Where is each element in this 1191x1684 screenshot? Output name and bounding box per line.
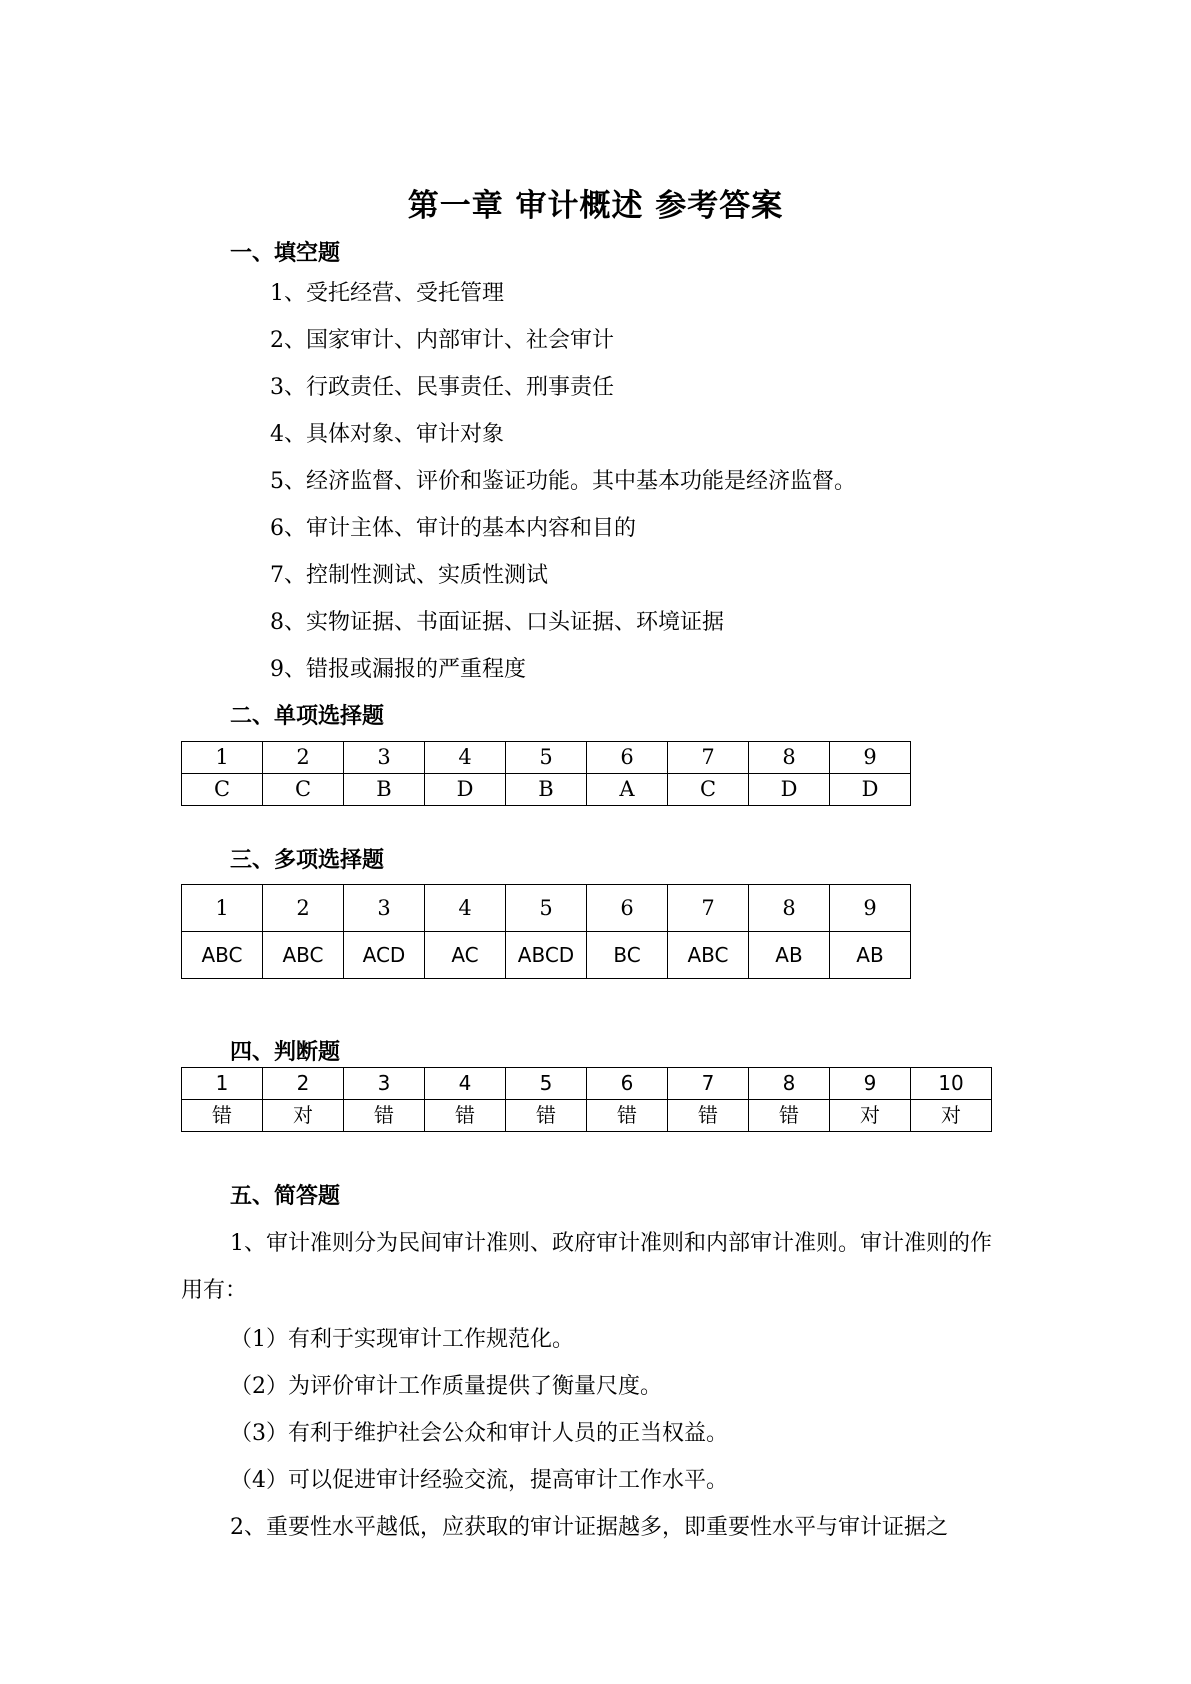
answer-cell: 错	[506, 1100, 587, 1132]
question-number: 5	[506, 1068, 587, 1100]
answer-cell: D	[749, 774, 830, 806]
question-number: 3	[344, 742, 425, 774]
answer-cell: C	[182, 774, 263, 806]
single-choice-answer-table	[181, 741, 911, 806]
list-item: （1）有利于实现审计工作规范化。	[230, 1327, 574, 1352]
table-row-numbers	[182, 742, 911, 774]
question-number: 4	[425, 1068, 506, 1100]
table-row-numbers	[182, 1068, 992, 1100]
answer-cell: AB	[749, 932, 830, 979]
list-item: 5、经济监督、评价和鉴证功能。其中基本功能是经济监督。	[270, 469, 856, 494]
answer-cell: ABC	[182, 932, 263, 979]
question-number: 6	[587, 885, 668, 932]
true-false-answer-table	[181, 1067, 992, 1132]
question-number: 7	[668, 885, 749, 932]
answer-cell: ABC	[263, 932, 344, 979]
answer-cell: A	[587, 774, 668, 806]
list-item: 2、国家审计、内部审计、社会审计	[270, 328, 614, 353]
answer-cell: C	[668, 774, 749, 806]
question-number: 4	[425, 742, 506, 774]
answer-cell: 对	[263, 1100, 344, 1132]
question-number: 4	[425, 885, 506, 932]
section-heading-fill-blank: 一、填空题	[230, 241, 341, 266]
multiple-choice-answer-table	[181, 884, 911, 979]
list-item: 3、行政责任、民事责任、刑事责任	[270, 375, 614, 400]
answer-cell: D	[830, 774, 911, 806]
list-item: （3）有利于维护社会公众和审计人员的正当权益。	[230, 1421, 728, 1446]
short-answer-q2-intro: 2、重要性水平越低，应获取的审计证据越多，即重要性水平与审计证据之	[230, 1515, 948, 1540]
question-number: 9	[830, 742, 911, 774]
answer-cell: BC	[587, 932, 668, 979]
answer-cell: 对	[830, 1100, 911, 1132]
question-number: 1	[182, 885, 263, 932]
answer-cell: 对	[911, 1100, 992, 1132]
question-number: 3	[344, 1068, 425, 1100]
answer-cell: B	[506, 774, 587, 806]
question-number: 9	[830, 885, 911, 932]
question-number: 9	[830, 1068, 911, 1100]
table-row-answers	[182, 1100, 992, 1132]
question-number: 2	[263, 1068, 344, 1100]
question-number: 8	[749, 742, 830, 774]
table-row-answers	[182, 932, 911, 979]
list-item: （2）为评价审计工作质量提供了衡量尺度。	[230, 1374, 662, 1399]
list-item: 7、控制性测试、实质性测试	[270, 563, 548, 588]
list-item: 1、受托经营、受托管理	[270, 281, 504, 306]
question-number: 6	[587, 1068, 668, 1100]
list-item: 9、错报或漏报的严重程度	[270, 657, 526, 682]
section-heading-short-answer: 五、简答题	[230, 1184, 341, 1209]
answer-cell: 错	[749, 1100, 830, 1132]
answer-cell: D	[425, 774, 506, 806]
list-item: （4）可以促进审计经验交流，提高审计工作水平。	[230, 1468, 728, 1493]
question-number: 7	[668, 742, 749, 774]
list-item: 4、具体对象、审计对象	[270, 422, 504, 447]
answer-cell: 错	[587, 1100, 668, 1132]
answer-cell: 错	[425, 1100, 506, 1132]
section-heading-multiple-choice: 三、多项选择题	[230, 848, 385, 873]
answer-cell: C	[263, 774, 344, 806]
question-number: 1	[182, 1068, 263, 1100]
answer-cell: B	[344, 774, 425, 806]
answer-cell: ACD	[344, 932, 425, 979]
page-title: 第一章 审计概述 参考答案	[407, 188, 784, 224]
answer-cell: AB	[830, 932, 911, 979]
question-number: 2	[263, 885, 344, 932]
question-number: 8	[749, 885, 830, 932]
question-number: 7	[668, 1068, 749, 1100]
answer-cell: 错	[182, 1100, 263, 1132]
question-number: 5	[506, 742, 587, 774]
section-heading-true-false: 四、判断题	[230, 1040, 341, 1065]
question-number: 6	[587, 742, 668, 774]
question-number: 8	[749, 1068, 830, 1100]
question-number: 5	[506, 885, 587, 932]
answer-cell: ABC	[668, 932, 749, 979]
list-item: 8、实物证据、书面证据、口头证据、环境证据	[270, 610, 724, 635]
answer-cell: 错	[668, 1100, 749, 1132]
list-item: 6、审计主体、审计的基本内容和目的	[270, 516, 636, 541]
answer-cell: 错	[344, 1100, 425, 1132]
question-number: 1	[182, 742, 263, 774]
section-heading-single-choice: 二、单项选择题	[230, 704, 385, 729]
question-number: 10	[911, 1068, 992, 1100]
short-answer-q1-intro: 1、审计准则分为民间审计准则、政府审计准则和内部审计准则。审计准则的作用有：	[181, 1231, 992, 1303]
question-number: 2	[263, 742, 344, 774]
table-row-answers	[182, 774, 911, 806]
question-number: 3	[344, 885, 425, 932]
answer-cell: ABCD	[506, 932, 587, 979]
answer-cell: AC	[425, 932, 506, 979]
table-row-numbers	[182, 885, 911, 932]
